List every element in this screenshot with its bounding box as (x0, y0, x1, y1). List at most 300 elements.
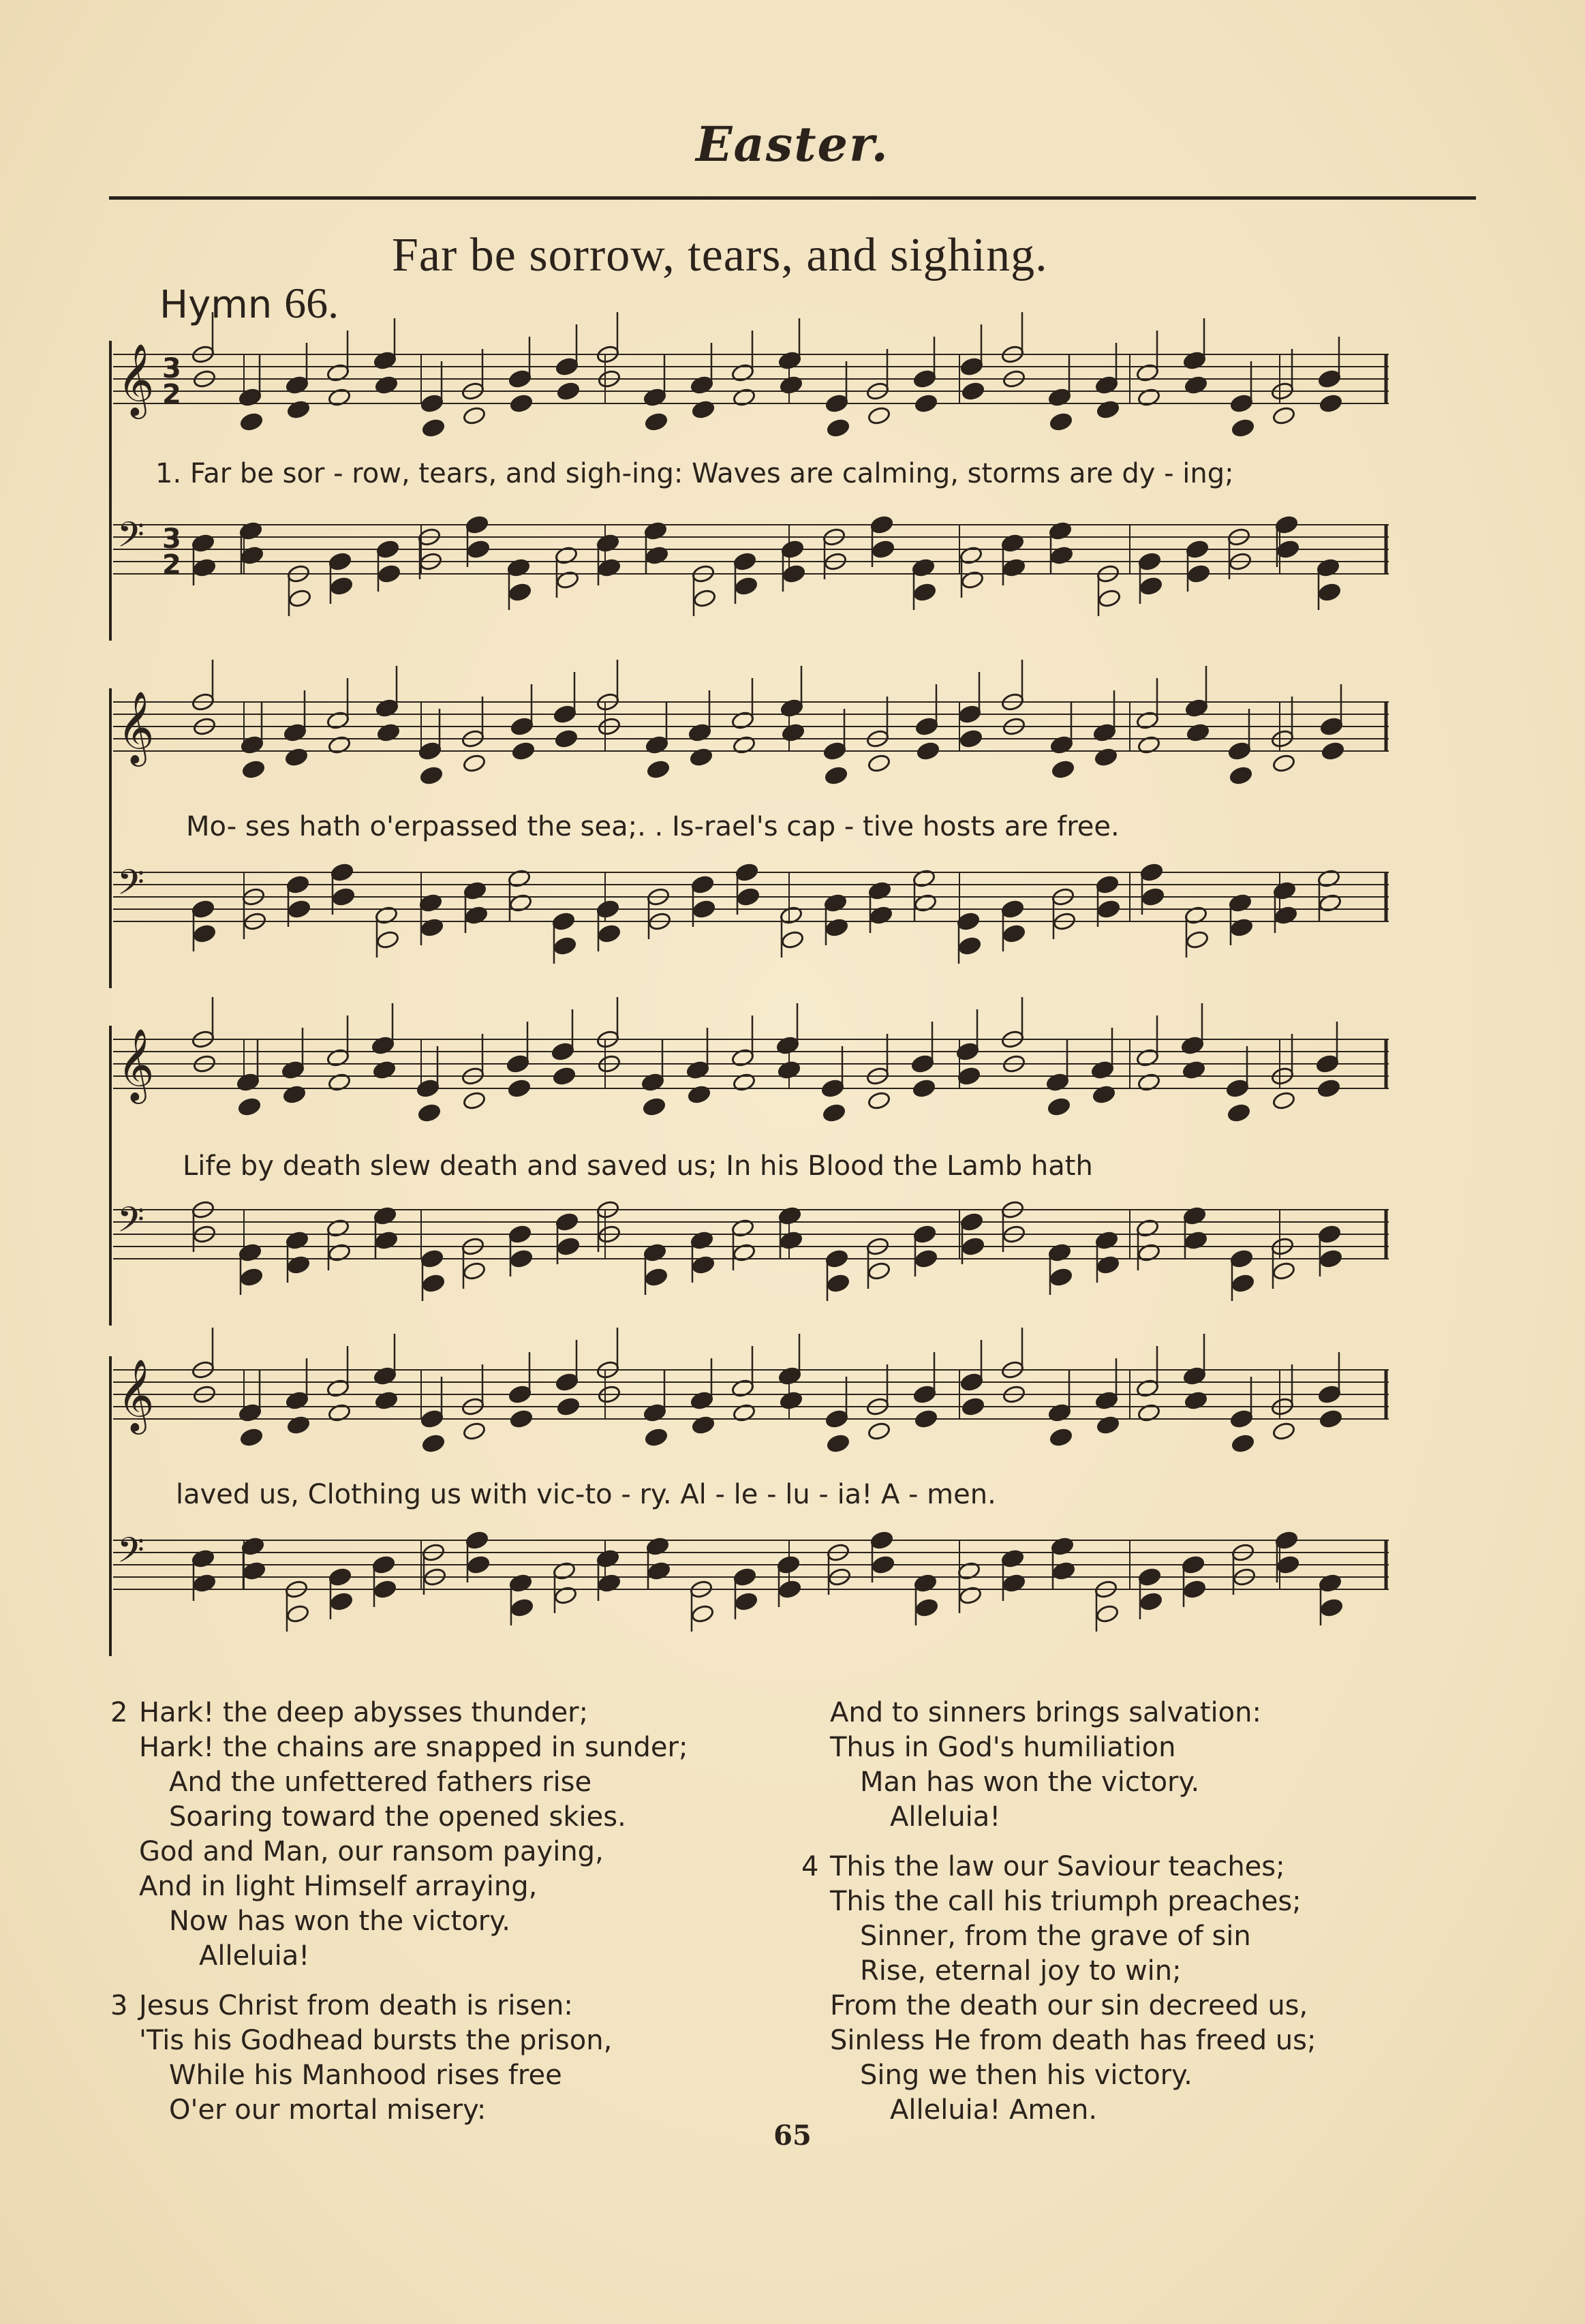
treble-clef-icon: 𝄞 (117, 1028, 155, 1101)
note-head (1137, 1242, 1160, 1262)
note-head (777, 1060, 801, 1080)
note-head (286, 874, 309, 894)
note-head (1139, 576, 1163, 596)
note-head (1095, 874, 1119, 894)
note-head (596, 533, 619, 553)
note-head (779, 1390, 803, 1410)
note-head (1047, 1097, 1071, 1116)
note-head (691, 1255, 715, 1274)
note-head (1049, 412, 1073, 431)
note-head (1315, 1054, 1339, 1073)
note-head (1272, 1261, 1295, 1281)
note-head (374, 375, 398, 395)
note-head (1225, 1078, 1249, 1098)
note-head (1182, 1206, 1206, 1225)
staff-graphic-1 (108, 341, 1396, 661)
note-head (644, 1267, 668, 1287)
note-head (510, 716, 534, 736)
note-head (1182, 1060, 1205, 1080)
note-head (421, 1433, 445, 1453)
note-head (1135, 710, 1159, 730)
verse-text: And in light Himself arraying, (139, 1871, 538, 1902)
note-head (690, 1230, 713, 1250)
verse-number: 4 (801, 1851, 819, 1882)
note-head (597, 557, 621, 577)
note-head (552, 1066, 576, 1086)
note-head (820, 1078, 844, 1098)
note-head (372, 1060, 396, 1080)
note-head (506, 1054, 529, 1073)
note-head (645, 545, 668, 565)
treble-staff (113, 312, 1389, 438)
verse-line (801, 1730, 1317, 1765)
verses-left-column (110, 1696, 688, 2128)
note-head (371, 1035, 395, 1055)
note-head (643, 1403, 666, 1422)
treble-staff (113, 1328, 1389, 1454)
note-head (328, 1567, 352, 1587)
note-head (644, 412, 668, 431)
note-head (912, 1078, 936, 1098)
note-head (553, 1585, 577, 1605)
verse-line (801, 1850, 1317, 1884)
note-head (782, 564, 805, 583)
verse-text: Alleluia! (199, 1940, 310, 1972)
verse-text: Man has won the victory. (860, 1767, 1200, 1798)
note-head (775, 1035, 799, 1055)
verse-line (801, 1954, 1317, 1989)
verse-text: Alleluia! Amen. (890, 2094, 1098, 2126)
note-head (285, 1230, 309, 1250)
lyrics-line-4: laved us, Clothing us with vic-to - ry. Al - le - lu - ia! A - men. (176, 1479, 996, 1510)
note-head (283, 722, 307, 742)
note-head (1319, 1409, 1342, 1428)
time-signature-top: 3 (162, 353, 181, 384)
note-head (286, 1604, 309, 1623)
note-head (1095, 1604, 1119, 1623)
note-head (867, 881, 891, 900)
note-head (1135, 1378, 1159, 1398)
note-head (555, 356, 579, 376)
note-head (911, 557, 935, 577)
bass-staff (113, 514, 1389, 616)
note-head (554, 545, 578, 565)
note-head (870, 515, 893, 534)
note-head (690, 874, 714, 894)
note-head (1231, 1273, 1255, 1293)
lyrics-line-2: Mo- ses hath o'erpassed the sea;. . Is-rael's cap - tive hosts are free. (186, 811, 1120, 842)
verse-text: Sinless He from death has freed us; (830, 2025, 1317, 2056)
note-head (1049, 545, 1073, 565)
note-head (1092, 722, 1116, 742)
note-head (509, 1409, 533, 1428)
note-head (1319, 1597, 1343, 1617)
note-head (1227, 741, 1251, 761)
note-head (961, 1236, 985, 1256)
verse-text: God and Man, our ransom paying, (139, 1836, 604, 1867)
verse-text: Hark! the deep abysses thunder; (139, 1697, 589, 1728)
note-head (376, 722, 400, 742)
note-head (780, 539, 804, 559)
note-head (1317, 582, 1341, 602)
note-head (733, 551, 756, 571)
note-head (823, 893, 847, 913)
bass-staff (113, 1199, 1389, 1301)
note-head (1002, 557, 1026, 577)
note-head (780, 698, 803, 718)
note-head (1180, 1035, 1204, 1055)
hymn-number-value: 66. (284, 279, 339, 327)
note-head (1318, 1573, 1342, 1593)
note-head (730, 1048, 754, 1067)
note-head (287, 899, 311, 919)
note-head (643, 387, 666, 407)
note-head (1045, 1072, 1069, 1092)
note-head (1182, 350, 1206, 370)
note-head (910, 1054, 934, 1073)
note-head (867, 1421, 891, 1441)
note-head (239, 1267, 263, 1287)
note-head (867, 406, 891, 425)
verse-text: While his Manhood rises free (169, 2060, 562, 2091)
note-head (871, 1555, 895, 1574)
note-head (1139, 1591, 1163, 1611)
verse-text: 'Tis his Godhead bursts the prison, (139, 2025, 613, 2056)
note-head (1048, 521, 1072, 540)
note-head (238, 1403, 262, 1422)
note-head (1049, 735, 1073, 754)
note-head (644, 1427, 668, 1447)
time-signature-top: 3 (162, 523, 181, 555)
note-head (688, 722, 711, 742)
note-head (1186, 722, 1210, 742)
note-head (373, 1366, 397, 1386)
note-head (511, 741, 535, 761)
note-head (1319, 716, 1343, 736)
note-head (1051, 1561, 1075, 1580)
note-head (1227, 1103, 1250, 1122)
note-head (507, 1078, 531, 1098)
note-head (462, 1421, 486, 1441)
note-head (736, 887, 760, 906)
note-head (732, 1403, 756, 1422)
note-head (1049, 1267, 1073, 1287)
hymn-number-label: Hymn (159, 283, 273, 327)
bass-clef-icon: 𝄢 (117, 1199, 144, 1249)
verse-text: This the law our Saviour teaches; (830, 1851, 1285, 1882)
verse-text: This the call his triumph preaches; (830, 1886, 1302, 1917)
note-head (1002, 923, 1026, 943)
note-head (1274, 515, 1298, 534)
music-system-2 (108, 688, 1396, 1009)
note-head (281, 1060, 305, 1080)
note-head (1000, 533, 1024, 553)
note-head (417, 1103, 441, 1122)
note-head (552, 1561, 576, 1580)
note-head (241, 759, 265, 779)
note-head (374, 905, 398, 925)
note-head (1047, 1242, 1071, 1262)
note-head (912, 868, 936, 888)
note-head (957, 936, 981, 955)
note-head (465, 515, 489, 534)
note-head (914, 1249, 938, 1268)
note-head (329, 576, 353, 596)
note-head (373, 350, 397, 370)
note-head (1319, 393, 1342, 413)
note-head (282, 1084, 306, 1104)
note-head (555, 570, 579, 590)
note-head (327, 735, 351, 754)
note-head (1317, 1078, 1340, 1098)
note-head (1272, 1090, 1295, 1110)
note-head (1094, 747, 1118, 767)
note-head (776, 1555, 800, 1574)
note-head (690, 375, 713, 395)
bass-clef-icon: 𝄢 (117, 861, 144, 911)
note-head (730, 363, 754, 382)
note-head (1096, 1255, 1120, 1274)
note-head (691, 399, 715, 419)
note-head (327, 387, 351, 407)
note-head (959, 1372, 983, 1392)
lyrics-line-1: 1. Far be sor - row, tears, and sigh-ing: Waves are calming, storms are dy - ing; (155, 458, 1234, 489)
note-head (692, 588, 716, 608)
hymn-number (159, 278, 339, 328)
note-head (1184, 1390, 1207, 1410)
note-head (914, 1597, 938, 1617)
note-head (778, 350, 801, 370)
note-head (328, 551, 352, 571)
verse-text: Soaring toward the opened skies. (169, 1801, 626, 1833)
note-head (734, 576, 758, 596)
note-head (465, 1530, 489, 1550)
note-head (1318, 893, 1342, 913)
note-head (462, 406, 486, 425)
note-head (463, 881, 487, 900)
note-head (375, 930, 399, 949)
time-signature-bottom: 2 (162, 379, 181, 410)
verse-line (110, 1696, 688, 1730)
verse-text: Alleluia! (890, 1801, 1001, 1833)
bass-clef-icon: 𝄢 (117, 1529, 144, 1579)
verse-text: From the death our sin decreed us, (830, 1990, 1308, 2021)
note-head (510, 1597, 534, 1617)
note-head (508, 582, 532, 602)
note-head (1184, 375, 1207, 395)
verse-line (110, 2058, 688, 2093)
note-head (239, 1427, 263, 1447)
note-head (1137, 1567, 1161, 1587)
treble-clef-icon: 𝄞 (117, 343, 155, 416)
note-head (508, 1224, 532, 1244)
note-head (555, 1372, 579, 1392)
note-head (732, 387, 756, 407)
note-head (733, 1567, 756, 1587)
note-head (735, 862, 758, 882)
note-head (779, 1230, 803, 1250)
time-signature-bottom: 2 (162, 549, 181, 581)
note-head (553, 704, 576, 724)
verse-line (801, 1884, 1317, 1919)
note-head (1137, 551, 1161, 571)
note-head (734, 1591, 758, 1611)
note-head (1096, 399, 1120, 419)
note-head (286, 399, 310, 419)
note-head (285, 375, 309, 395)
bass-clef-icon: 𝄢 (117, 514, 144, 564)
verse-line (801, 1989, 1317, 2023)
note-head (327, 1242, 351, 1262)
verse-line (110, 1835, 688, 1869)
note-head (1182, 1366, 1206, 1386)
note-head (238, 521, 262, 540)
music-system-1 (108, 341, 1396, 661)
note-head (1228, 893, 1252, 913)
note-head (284, 747, 308, 767)
note-head (822, 741, 846, 761)
note-head (326, 710, 350, 730)
note-head (1139, 862, 1163, 882)
note-head (732, 1242, 756, 1262)
note-head (957, 1066, 981, 1086)
verse-line (110, 1869, 688, 1904)
note-head (1317, 868, 1340, 888)
note-head (506, 557, 530, 577)
verse-line (801, 2023, 1317, 2058)
note-head (1185, 539, 1209, 559)
note-head (916, 741, 940, 761)
note-head (914, 716, 938, 736)
note-head (421, 1273, 445, 1293)
note-head (509, 1249, 533, 1268)
page-number: 65 (773, 2120, 812, 2152)
note-head (825, 1409, 848, 1428)
note-head (596, 899, 619, 919)
note-head (326, 1378, 350, 1398)
note-head (825, 917, 848, 937)
verse-text: Jesus Christ from death is risen: (139, 1990, 573, 2021)
note-head (779, 905, 803, 925)
note-head (1231, 418, 1255, 438)
note-head (466, 539, 490, 559)
note-head (1135, 1218, 1159, 1238)
verse-line (110, 1800, 688, 1835)
note-head (286, 1415, 310, 1435)
note-head (732, 735, 756, 754)
verse-text: Hark! the chains are snapped in sunder; (139, 1732, 688, 1763)
verses-right-column (801, 1696, 1317, 2128)
note-head (824, 765, 848, 785)
note-head (1000, 1548, 1024, 1568)
treble-staff (113, 997, 1389, 1123)
verse-line (110, 1939, 688, 1974)
note-head (1231, 1433, 1255, 1453)
note-head (421, 418, 445, 438)
verse-text: Sinner, from the grave of sin (860, 1921, 1251, 1952)
note-head (959, 356, 983, 376)
note-head (239, 412, 263, 431)
verse-line (110, 1730, 688, 1765)
verse-line (110, 1765, 688, 1800)
note-head (959, 545, 983, 565)
note-head (1229, 765, 1252, 785)
note-head (508, 369, 532, 388)
note-head (1135, 363, 1159, 382)
note-head (551, 911, 575, 931)
note-head (466, 1555, 490, 1574)
note-head (597, 1573, 621, 1593)
note-head (689, 747, 713, 767)
note-head (375, 539, 399, 559)
note-head (826, 1433, 850, 1453)
note-head (377, 564, 401, 583)
note-head (732, 1072, 756, 1092)
note-head (551, 1041, 574, 1061)
note-head (508, 893, 532, 913)
note-head (691, 1415, 715, 1435)
note-head (825, 393, 848, 413)
note-head (642, 1097, 666, 1116)
verse-text: And the unfettered fathers rise (169, 1767, 592, 1798)
note-head (237, 1097, 261, 1116)
note-head (914, 393, 938, 413)
bass-staff (113, 861, 1389, 964)
verse-line (801, 1800, 1317, 1835)
note-head (420, 1249, 444, 1268)
hymn-title: Far be sorrow, tears, and sighing. (392, 229, 1048, 281)
note-head (867, 1261, 891, 1281)
note-head (1049, 1427, 1073, 1447)
note-head (1272, 406, 1295, 425)
treble-clef-icon: 𝄞 (117, 690, 155, 763)
note-head (1274, 1530, 1298, 1550)
note-head (416, 1078, 440, 1098)
note-head (236, 1072, 260, 1092)
verse-number: 3 (110, 1990, 128, 2021)
note-head (912, 369, 936, 388)
note-head (192, 1573, 216, 1593)
staff-graphic-4 (108, 1356, 1396, 1677)
note-head (645, 735, 668, 754)
note-head (553, 936, 576, 955)
note-head (781, 722, 805, 742)
verse-line (801, 1696, 1317, 1730)
note-head (1272, 753, 1295, 773)
note-head (870, 1530, 893, 1550)
note-head (1137, 387, 1160, 407)
note-head (826, 1273, 850, 1293)
note-head (326, 363, 350, 382)
note-head (1184, 905, 1207, 925)
note-head (507, 868, 531, 888)
note-head (331, 887, 355, 906)
note-head (285, 1390, 309, 1410)
note-head (1319, 1249, 1342, 1268)
note-head (1317, 369, 1341, 388)
verse-line (110, 2023, 688, 2058)
note-head (825, 1249, 848, 1268)
verse-line (801, 2058, 1317, 2093)
note-head (1184, 698, 1208, 718)
bass-staff (113, 1529, 1389, 1632)
note-head (556, 1236, 580, 1256)
note-head (1137, 1072, 1160, 1092)
note-head (867, 1090, 891, 1110)
note-head (690, 1604, 714, 1623)
note-head (961, 381, 985, 401)
note-head (1135, 1048, 1159, 1067)
